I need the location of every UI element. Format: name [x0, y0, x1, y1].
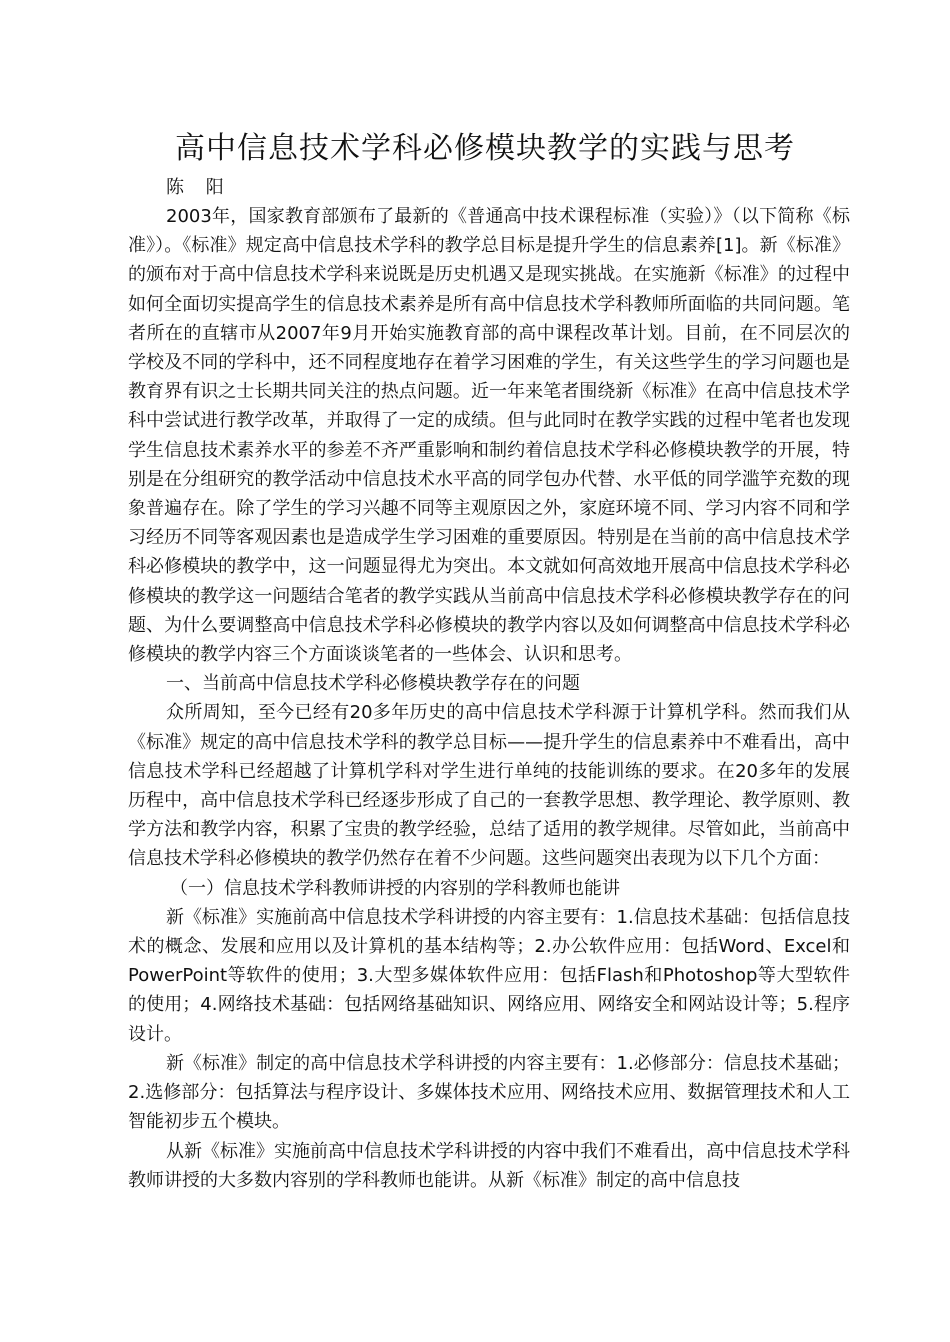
paragraph-intro: 2003年，国家教育部颁布了最新的《普通高中技术课程标准（实验）》（以下简称《标准》）。《标准》规定高中信息技术学科的教学总目标是提升学生的信息素养[1]。新《标准》的颁布对于高中信息技术学科来说既是历史机遇又是现实挑战。在实施新《标准》的过程中如何全面切实提高学生的信息技术素养是所有高中信息技术学科教师所面临的共同问题。笔者所在的直辖市从2007年9月开始实施教育部的高中课程改革计划。目前，在不同层次的学校及不同的学科中，还不同程度地存在着学习困难的学生，有关这些学生的学习问题也是教育界有识之士长期共同关注的热点问题。近一年来笔者围绕新《标准》在高中信息技术学科中尝试进行教学改革，并取得了一定的成绩。但与此同时在教学实践的过程中笔者也发现学生信息技术素养水平的参差不齐严重影响和制约着信息技术学科必修模块教学的开展，特别是在分组研究的教学活动中信息技术水平高的同学包办代替、水平低的同学滥竽充数的现象普遍存在。除了学生的学习兴趣不同等主观原因之外，家庭环境不同、学习内容不同和学习经历不同等客观因素也是造成学生学习困难的重要原因。特别是在当前的高中信息技术学科必修模块的教学中，这一问题显得尤为突出。本文就如何高效地开展高中信息技术学科必修模块的教学这一问题结合笔者的教学实践从当前高中信息技术学科必修模块教学存在的问题、为什么要调整高中信息技术学科必修模块的教学内容以及如何调整高中信息技术学科必修模块的教学内容三个方面谈谈笔者的一些体会、认识和思考。 — [128, 206, 850, 666]
document-title: 高中信息技术学科必修模块教学的实践与思考 — [175, 131, 795, 166]
paragraph-problems: 众所周知，至今已经有20多年历史的高中信息技术学科源于计算机学科。然而我们从《标准》规定的高中信息技术学科的教学总目标——提升学生的信息素养中不难看出，高中信息技术学科已经超越了计算机学科对学生进行单纯的技能训练的要求。在20多年的发展历程中，高中信息技术学科已经逐步形成了自己的一套教学思想、教学理论、教学原则、教学方法和教学内容，积累了宝贵的教学经验，总结了适用的教学规律。尽管如此，当前高中信息技术学科必修模块的教学仍然存在着不少问题。这些问题突出表现为以下几个方面： — [128, 702, 850, 870]
paragraph-old-content: 新《标准》实施前高中信息技术学科讲授的内容主要有：1.信息技术基础：包括信息技术的概念、发展和应用以及计算机的基本结构等；2.办公软件应用：包括Word、Excel和PowerPoint等软件的使用；3.大型多媒体软件应用：包括Flash和Photoshop等大型软件的使用；4.网络技术基础：包括网络基础知识、网络应用、网络安全和网站设计等；5.程序设计。 — [128, 906, 850, 1045]
subsection-heading-1: （一）信息技术学科教师讲授的内容别的学科教师也能讲 — [170, 877, 620, 899]
document-page — [128, 128, 850, 1195]
section-heading-1: 一、当前高中信息技术学科必修模块教学存在的问题 — [166, 673, 580, 695]
author-name: 陈 阳 — [166, 177, 232, 198]
paragraph-new-content: 新《标准》制定的高中信息技术学科讲授的内容主要有：1.必修部分：信息技术基础；2.选修部分：包括算法与程序设计、多媒体技术应用、网络技术应用、数据管理技术和人工智能初步五个模块。 — [128, 1052, 850, 1133]
paragraph-comparison: 从新《标准》实施前高中信息技术学科讲授的内容中我们不难看出，高中信息技术学科教师讲授的大多数内容别的学科教师也能讲。从新《标准》制定的高中信息技 — [128, 1140, 850, 1191]
